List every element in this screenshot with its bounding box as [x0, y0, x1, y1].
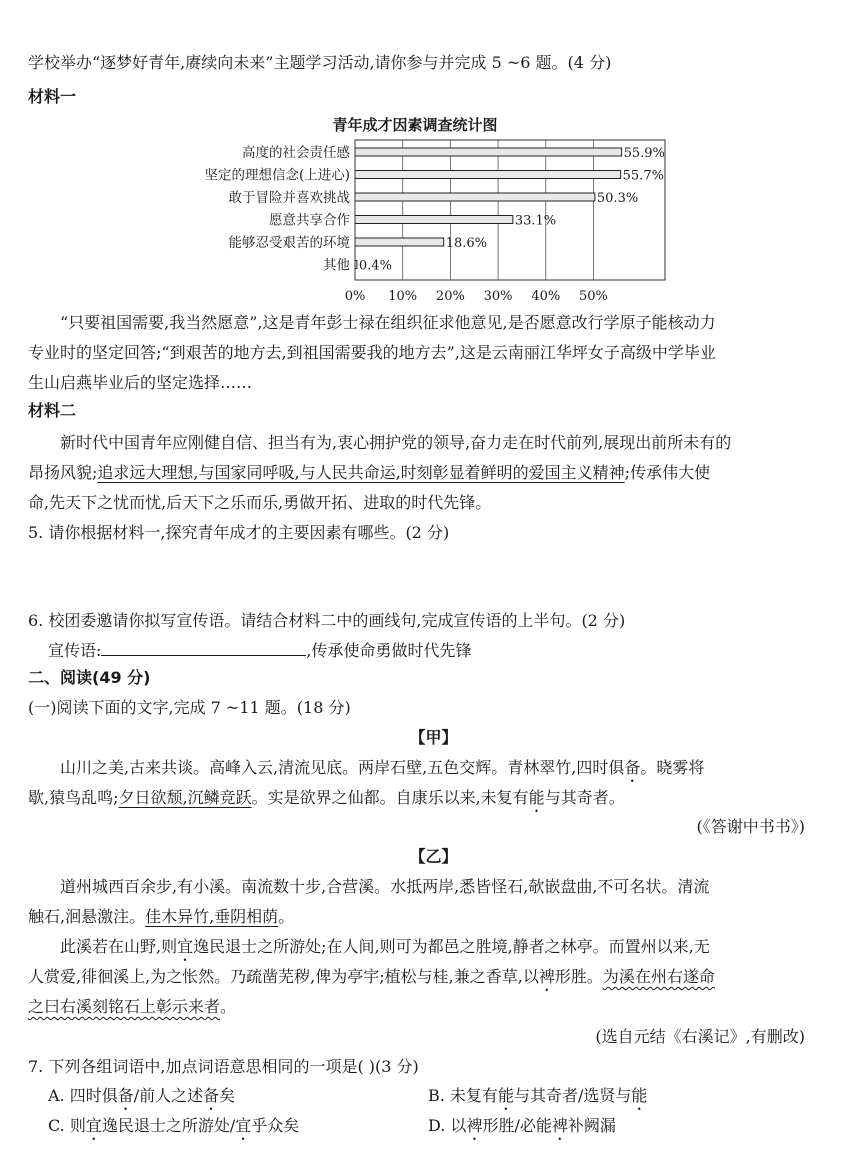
- yi-line-1: 道州城西百余步,有小溪。南流数十步,合营溪。水抵两岸,悉皆怪石,欹嵌盘曲,不可名状。清流: [60, 877, 710, 896]
- yi-line-3: [60, 936, 710, 965]
- chart-category-label: 高度的社会责任感: [242, 145, 350, 161]
- jia-line-1-a: 山川之美,古来共谈。高峰入云,清流见底。两岸石壁,五色交辉。青林翠竹,四时俱: [60, 758, 625, 777]
- chart-value-label: 33.1%: [514, 213, 557, 229]
- material1-label: 材料一: [28, 87, 77, 106]
- jia-dotted-bei: 备: [624, 758, 641, 777]
- option-b[interactable]: [428, 1085, 647, 1114]
- sub-section-1-heading: (一)阅读下面的文字,完成 7 ~11 题。(18 分): [28, 698, 351, 717]
- chart-category-label: 其他: [323, 257, 350, 274]
- chart-category-label: 敢于冒险并喜欢挑战: [228, 190, 350, 206]
- option-d-dot-1: 裨: [466, 1116, 483, 1135]
- option-b-dot-1: 能: [497, 1086, 514, 1105]
- jia-line-2-a: 歇,猿鸟乱鸣;: [28, 788, 119, 807]
- option-c-dot-1: 宜: [85, 1116, 102, 1135]
- material2-line-2-post: ;传承伟大使: [624, 463, 711, 482]
- intro-text: 学校举办“逐梦好青年,赓续向未来”主题学习活动,请你参与并完成 5 ~6 题。(4 分): [28, 53, 612, 72]
- chart-tick-label: 30%: [483, 289, 513, 303]
- jia-dotted-neng: 能: [528, 788, 545, 807]
- option-a-dot-2: 备: [203, 1086, 220, 1105]
- jia-line-2-b: 。实是欲界之仙都。自康乐以来,未复有: [251, 788, 529, 807]
- bar-chart: [0, 108, 867, 303]
- question-7: 7. 下列各组词语中,加点词语意思相同的一项是( )(3 分): [28, 1057, 419, 1076]
- chart-category-label: 愿意共享合作: [269, 212, 350, 229]
- option-d-pre: D. 以: [428, 1116, 467, 1135]
- option-b-pre: B. 未复有: [428, 1086, 498, 1105]
- jia-line-2: [28, 787, 625, 816]
- chart-bar: [355, 171, 621, 179]
- option-a-dot-1: 备: [117, 1086, 134, 1105]
- jia-line-1-b: 。晓雾将: [640, 758, 705, 777]
- chart-value-label: 50.3%: [596, 191, 639, 206]
- yi-line-2-b: 。: [278, 907, 295, 926]
- option-a-post: 矣: [219, 1086, 236, 1105]
- material2-line-2: [28, 462, 710, 484]
- slogan-line: [48, 639, 472, 662]
- yi-dotted-bi: 裨: [538, 967, 555, 986]
- yi-wavy-sentence-part-2: 之曰右溪刻铭石上彰示来者: [28, 997, 221, 1016]
- yi-line-2-a: 触石,洄悬激注。: [28, 907, 146, 926]
- yi-line-4-b: 形胜。: [554, 967, 603, 986]
- slogan-blank[interactable]: [101, 639, 306, 656]
- section-2-heading: 二、阅读(49 分): [28, 668, 151, 687]
- option-c[interactable]: [48, 1115, 299, 1144]
- chart-frame: [355, 140, 665, 280]
- chart-value-label: 0.4%: [358, 258, 392, 274]
- yi-line-5-b: 。: [220, 997, 237, 1016]
- chart-category-label: 坚定的理想信念(上进心): [204, 167, 350, 184]
- slogan-label: 宣传语:: [48, 641, 102, 660]
- material2-line-2-pre: 昂扬风貌;: [28, 463, 98, 482]
- jia-underlined-sentence: 夕日欲颓,沉鳞竞跃: [118, 788, 252, 807]
- chart-bar: [355, 193, 595, 201]
- yi-line-4-a: 人赏爱,徘徊溪上,为之怅然。乃疏凿芜秽,俾为亭宇;植松与桂,兼之香草,以: [28, 967, 539, 986]
- option-d-post: 补阙漏: [567, 1116, 616, 1135]
- option-a-pre: A. 四时俱: [48, 1086, 118, 1105]
- chart-tick-label: 0%: [344, 289, 366, 303]
- material2-label: 材料二: [28, 401, 77, 420]
- option-c-post: 乎众矣: [251, 1116, 300, 1135]
- yi-dotted-yi: 宜: [177, 937, 194, 956]
- chart-tick-label: 10%: [388, 289, 418, 303]
- material1-line-2: 专业时的坚定回答;“到艰苦的地方去,到祖国需要我的地方去”,这是云南丽江华坪女子高级中学毕业: [28, 343, 716, 362]
- jia-source: (《答谢中书书》): [696, 817, 805, 836]
- material2-line-3: 命,先天下之忧而忧,后天下之乐而乐,勇做开拓、进取的时代先锋。: [28, 493, 492, 512]
- yi-line-2: [28, 906, 294, 928]
- option-d[interactable]: [428, 1115, 616, 1144]
- jia-heading: 【甲】: [409, 728, 458, 747]
- yi-source: (选自元结《右溪记》,有删改): [595, 1027, 805, 1046]
- option-b-dot-2: 能: [631, 1086, 648, 1105]
- yi-wavy-sentence-part-1: 为溪在州右遂命: [602, 967, 715, 986]
- yi-line-5: [28, 996, 236, 1018]
- chart-tick-label: 20%: [435, 289, 465, 303]
- chart-bar: [355, 238, 444, 246]
- chart-title: 青年成才因素调查统计图: [332, 116, 498, 134]
- question-5: 5. 请你根据材料一,探究青年成才的主要因素有哪些。(2 分): [28, 523, 450, 542]
- chart-value-label: 55.9%: [623, 146, 665, 161]
- chart-bar: [355, 148, 622, 156]
- option-a-mid: /前人之述: [133, 1086, 204, 1105]
- chart-value-label: 55.7%: [622, 168, 664, 184]
- option-d-mid: 形胜/必能: [482, 1116, 552, 1135]
- jia-line-2-c: 与其奇者。: [544, 788, 625, 807]
- yi-heading: 【乙】: [409, 847, 458, 866]
- option-b-mid: 与其奇者/选贤与: [513, 1086, 632, 1105]
- chart-bar: [355, 216, 513, 224]
- yi-line-3-a: 此溪若在山野,则: [60, 937, 178, 956]
- option-a[interactable]: [48, 1085, 235, 1114]
- slogan-tail: ,传承使命勇做时代先锋: [306, 641, 472, 660]
- yi-underlined-sentence: 佳木异竹,垂阴相荫: [145, 907, 279, 926]
- option-c-mid: 逸民退士之所游处/: [101, 1116, 236, 1135]
- question-6: 6. 校团委邀请你拟写宣传语。请结合材料二中的画线句,完成宣传语的上半句。(2 分): [28, 611, 626, 630]
- yi-line-4: [28, 966, 715, 995]
- chart-value-label: 18.6%: [445, 236, 488, 251]
- option-c-pre: C. 则: [48, 1116, 86, 1135]
- material1-line-1: “只要祖国需要,我当然愿意”,这是青年彭士禄在组织征求他意见,是否愿意改行学原子能核动力: [60, 313, 716, 332]
- option-d-dot-2: 裨: [551, 1116, 568, 1135]
- jia-line-1: [60, 757, 704, 786]
- material1-line-3: 生山启燕毕业后的坚定选择……: [28, 373, 253, 392]
- chart-category-label: 能够忍受艰苦的环境: [228, 235, 350, 251]
- material2-underlined-sentence: 追求远大理想,与国家同呼吸,与人民共命运,时刻彰显着鲜明的爱国主义精神: [97, 463, 625, 482]
- option-c-dot-2: 宜: [235, 1116, 252, 1135]
- material2-line-1: 新时代中国青年应刚健自信、担当有为,衷心拥护党的领导,奋力走在时代前列,展现出前所未有的: [60, 433, 732, 452]
- yi-line-3-b: 逸民退士之所游处;在人间,则可为都邑之胜境,静者之林亭。而置州以来,无: [193, 937, 710, 956]
- chart-tick-label: 40%: [531, 289, 561, 303]
- chart-tick-label: 50%: [579, 289, 608, 303]
